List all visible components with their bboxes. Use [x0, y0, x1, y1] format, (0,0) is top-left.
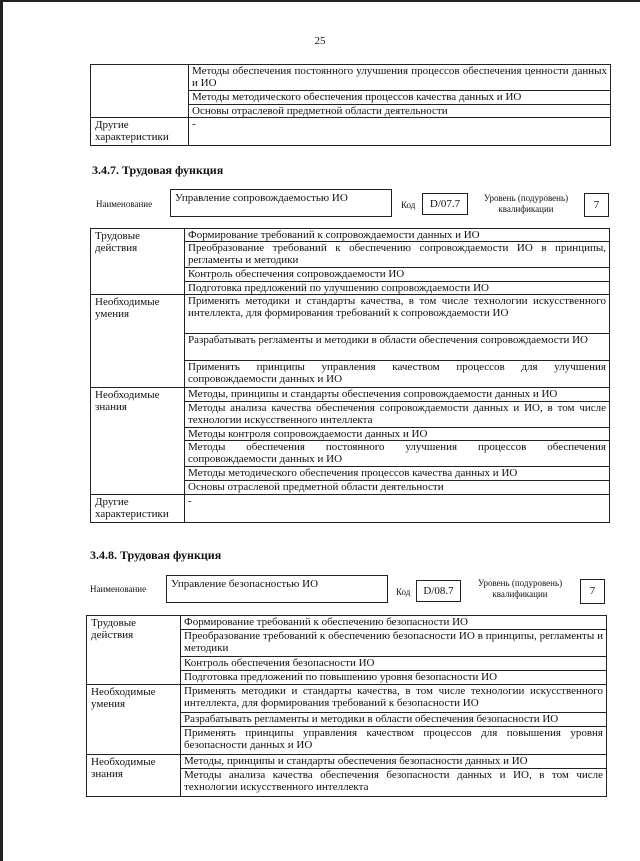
- table-cell: Подготовка предложений по повышению уровня безопасности ИО: [181, 671, 607, 685]
- section-title: 3.4.8. Трудовая функция: [90, 548, 222, 562]
- row-label: Другие характеристики: [91, 495, 185, 523]
- table-cell: Методы, принципы и стандарты обеспечения сопровождаемости данных и ИО: [185, 388, 610, 402]
- table-cell: Контроль обеспечения сопровождаемости ИО: [185, 268, 610, 282]
- level-value: 7: [580, 579, 605, 604]
- table-row: [87, 755, 607, 769]
- scan-edge-left: [0, 0, 3, 861]
- page-number: 25: [314, 35, 326, 47]
- row-label: Трудовые действия: [87, 616, 181, 685]
- row-label: Необходимые знания: [87, 755, 181, 797]
- table-cell: Преобразование требований к обеспечению сопровождаемости ИО в принципы, регламенты и методики: [185, 242, 610, 268]
- table-row: [91, 118, 611, 146]
- table-cell: Методы обеспечения постоянного улучшения процессов обеспечения ценности данных и ИО: [189, 65, 611, 91]
- table-cell: Методы обеспечения постоянного улучшения процессов обеспечения сопровождаемости данных и ИО: [185, 441, 610, 467]
- code-value: D/07.7: [422, 193, 468, 215]
- table-row: [87, 616, 607, 630]
- table-cell: Преобразование требований к обеспечению безопасности ИО в принципы, регламенты и методики: [181, 630, 607, 657]
- row-label: [91, 65, 189, 118]
- table-cell: Применять принципы управления качеством процессов для улучшения сопровождаемости данных и ИО: [185, 361, 610, 388]
- table-cell: Формирование требований к обеспечению безопасности ИО: [181, 616, 607, 630]
- function-table-2: [86, 615, 607, 797]
- table-cell: Разрабатывать регламенты и методики в области обеспечения сопровождаемости ИО: [185, 334, 610, 361]
- table-cell: Основы отраслевой предметной области деятельности: [185, 481, 610, 495]
- table-row: [91, 295, 610, 334]
- row-label: Необходимые знания: [91, 388, 185, 495]
- table-cell: Методы контроля сопровождаемости данных и ИО: [185, 428, 610, 441]
- section-title: 3.4.7. Трудовая функция: [92, 163, 224, 177]
- table-cell: Применять методики и стандарты качества, в том числе технологии искусственного интеллекта, для формирования требований к безопасности ИО: [181, 685, 607, 713]
- table-cell: Основы отраслевой предметной области деятельности: [189, 105, 611, 118]
- table-cell: Применять методики и стандарты качества, в том числе технологии искусственного интеллекта, для формирования требований к сопровождаемости ИО: [185, 295, 610, 334]
- level-value: 7: [584, 193, 609, 217]
- row-label: Необходимые умения: [91, 295, 185, 388]
- code-value: D/08.7: [416, 580, 461, 602]
- table-row: [87, 685, 607, 713]
- row-label: Другие характеристики: [91, 118, 189, 146]
- code-label: Код: [396, 587, 411, 597]
- table-cell: Разрабатывать регламенты и методики в области обеспечения безопасности ИО: [181, 713, 607, 727]
- function-table-1: [90, 228, 610, 523]
- table-cell: -: [185, 495, 610, 523]
- table-cell: Методы анализа качества обеспечения сопровождаемости данных и ИО, в том числе технологии искусственного интеллекта: [185, 402, 610, 428]
- table-cell: -: [189, 118, 611, 146]
- row-label: Трудовые действия: [91, 229, 185, 295]
- table-cell: Применять принципы управления качеством процессов для повышения уровня безопасности данных и ИО: [181, 727, 607, 755]
- scan-edge-top: [0, 0, 640, 2]
- level-label: Уровень (подуровень) квалификации: [483, 193, 569, 214]
- table-row: [91, 388, 610, 402]
- continuation-table: [90, 64, 611, 146]
- table-cell: Методы методического обеспечения процессов качества данных и ИО: [185, 467, 610, 481]
- table-cell: Методы, принципы и стандарты обеспечения безопасности данных и ИО: [181, 755, 607, 769]
- name-label: Наименование: [90, 584, 147, 594]
- name-label: Наименование: [96, 199, 153, 209]
- table-cell: Методы методического обеспечения процессов качества данных и ИО: [189, 91, 611, 105]
- table-row: [91, 495, 610, 523]
- row-label: Необходимые умения: [87, 685, 181, 755]
- table-cell: Контроль обеспечения безопасности ИО: [181, 657, 607, 671]
- name-value: Управление сопровождаемостью ИО: [170, 189, 392, 217]
- table-cell: Подготовка предложений по улучшению сопровождаемости ИО: [185, 282, 610, 295]
- level-label: Уровень (подуровень) квалификации: [477, 578, 563, 599]
- code-label: Код: [401, 200, 416, 210]
- table-cell: Методы анализа качества обеспечения безопасности данных и ИО, в том числе технологии искусственного интеллекта: [181, 769, 607, 797]
- table-row: [91, 65, 611, 91]
- table-row: [91, 229, 610, 242]
- table-cell: Формирование требований к сопровождаемости данных и ИО: [185, 229, 610, 242]
- name-value: Управление безопасностью ИО: [166, 575, 388, 603]
